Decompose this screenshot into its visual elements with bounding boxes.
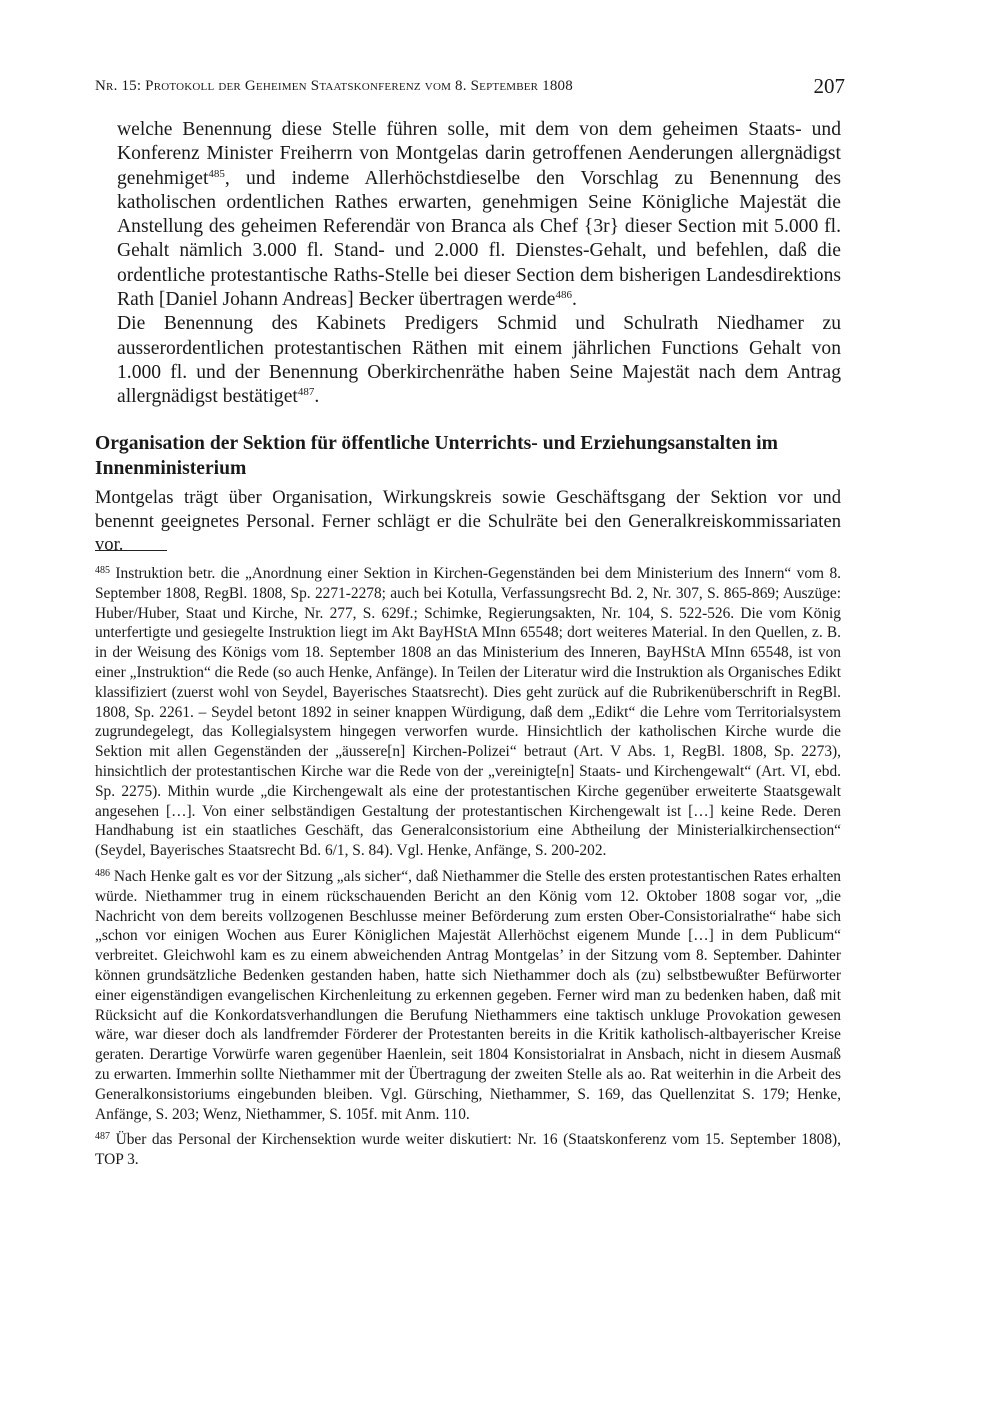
- footnote-485: [95, 564, 841, 861]
- main-text: [117, 118, 841, 410]
- running-title: Nr. 15: Protokoll der Geheimen Staatskonferenz vom 8. September 1808: [95, 78, 573, 94]
- running-header: [95, 74, 844, 104]
- footnote-number: 486: [95, 867, 110, 879]
- footnote-number: 487: [95, 1131, 110, 1143]
- footnote-ref-486[interactable]: 486: [555, 289, 573, 302]
- footnote-ref-487[interactable]: 487: [297, 386, 315, 399]
- footnote-text: Über das Personal der Kirchensektion wurde weiter diskutiert: Nr. 16 (Staatskonferenz vom 15. September 1808), TOP 3.: [95, 1131, 841, 1169]
- footnote-divider: [95, 550, 167, 551]
- footnote-text: Instruktion betr. die „Anordnung einer Sektion in Kirchen-Gegenständen bei dem Ministerium des Innern“ vom 8. September 1808, RegBl. 1808, Sp. 2271-2278; auch bei Kotulla, Verfassungsrecht Bd. 2, Nr. 307, S. 865-869; Auszüge: Huber/Huber, Staat und Kirche, Nr. 277, S. 629f.; Schimke, Regierungsakten, Nr. 104, S. 522-526. Die vom König unterfertigte und gesiegelte Instruktion liegt im Akt BayHStA MInn 65548; dort weiteres Material. In den Quellen, z. B. in der Weisung des Königs vom 18. September 1808 an das Ministerium des Inneren, BayHStA MInn 65548, ist von einer „Instruktion“ die Rede (so auch Henke, Anfänge). In Teilen der Literatur wird die Instruktion als Organisches Edikt klassifiziert (zuerst wohl von Seydel, Bayerisches Staatsrecht). Dies geht zurück auf die Rubrikenüberschrift in RegBl. 1808, Sp. 2261. – Seydel betont 1892 in seiner knappen Würdigung, daß dem „Edikt“ die Lehre vom Territorialsystem zugrundegelegt, das Kollegialsystem hingegen verworfen wurde. Hinsichtlich der katholischen Kirche wurde die Sektion mit allen Gegenständen der „äussere[n] Kirchen-Polizei“ betraut (Art. V Abs. 1, RegBl. 1808, Sp. 2273), hinsichtlich der protestantischen Kirche war die Rede von der „vereinigte[n] Staats- und Kirchengewalt“ (Art. VI, ebd. Sp. 2275). Mithin wurde „die Kirchengewalt als eine der protestantischen Kirche gegenüber erweiterte Staatsgewalt angesehen […]. Von einer selbständigen Gestaltung der protestantischen Kirchengewalt ist […] keine Rede. Deren Handhabung ist ein staatliches Geschäft, das Generalconsistorium eine Abtheilung der Ministerialkirchensection“ (Seydel, Bayerisches Staatsrecht Bd. 6/1, S. 84). Vgl. Henke, Anfänge, S. 200-202.: [95, 565, 841, 860]
- main-paragraph-2: [117, 312, 841, 409]
- paragraph-text: .: [572, 289, 577, 311]
- paragraph-text: Die Benennung des Kabinets Predigers Schmid und Schulrath Niedhamer zu ausserordentlichen protestantischen Räthen mit einem jährlichen Functions Gehalt von 1.000 fl. und der Benennung Oberkirchenräthe haben Seine Majestät nach dem Antrag allergnädigst bestätiget: [117, 313, 841, 408]
- paragraph-text: welche Benennung diese Stelle führen solle, mit dem von dem geheimen Staats- und Konferenz Minister Freiherrn von Montgelas darin getroffenen Aenderungen allergnädigst genehmiget: [117, 119, 841, 189]
- page-number: 207: [813, 74, 845, 98]
- section-summary: Montgelas trägt über Organisation, Wirkungskreis sowie Geschäftsgang der Sektion vor und benennt geeignetes Personal. Ferner schlägt er die Schulräte bei den Generalkreiskommissariaten vor.: [95, 487, 841, 555]
- footnote-number: 485: [95, 565, 110, 576]
- footnote-487: [95, 1130, 841, 1170]
- paragraph-text: .: [314, 386, 320, 408]
- footnote-ref-485[interactable]: 485: [208, 167, 225, 180]
- footnote-text: Nach Henke galt es vor der Sitzung „als sicher“, daß Niethammer die Stelle des ersten protestantischen Rates erhalten würde. Niethammer trug in einem rückschauenden Bericht an den König vom 12. Oktober 1808 sogar vor, „die Nachricht von dem bereits vollzogenen Beschlusse meiner Beförderung zum ersten Ober-Consistorialrathe“ habe sich „schon vor einigen Wochen aus Eurer Königlichen Majestät Allerhöchst eigenem Munde […] in dem Publicum“ verbreitet. Gleichwohl kam es zu einem abweichenden Antrag Montgelas’ in der Sitzung vom 8. September. Dahinter können grundsätzliche Bedenken gestanden haben, hatte sich Niethammer doch als (zu) selbstbewußter Befürworter einer eigenständigen evangelischen Kirchenleitung zu erkennen gegeben. Ferner wird man zu bedenken haben, daß mit Rücksicht auf die Konkordatsverhandlungen die Berufung Niethammers eine taktisch unkluge Provokation gewesen wäre, war dieser doch als landfremder Förderer der Protestanten bereits in die Kritik katholisch-altbayerischer Kreise geraten. Derartige Vorwürfe waren gegenüber Haenlein, seit 1804 Konsistorialrat in Ansbach, nicht in diesem Ausmaß zu erwarten. Immerhin sollte Niethammer mit der Übertragung der zweiten Stelle als ao. Rat weiterhin in die Arbeit des Generalkonsistoriums eingebunden bleiben. Vgl. Gürsching, Niethammer, S. 169, das Quellenzitat S. 179; Henke, Anfänge, S. 203; Wenz, Niethammer, S. 105f. mit Anm. 110.: [95, 867, 841, 1123]
- paragraph-text: , und indeme Allerhöchstdieselbe den Vorschlag zu Benennung des katholischen ordentlichen Rathes erwarten, genehmigen Seine Königliche Majestät die Anstellung des geheimen Referendär von Branca als Chef {3r} dieser Section mit 5.000 fl. Gehalt nämlich 3.000 fl. Stand- und 2.000 fl. Dienstes-Gehalt, und befehlen, daß die ordentliche protestantische Raths-Stelle bei dieser Section dem bisherigen Landesdirektions Rath [Daniel Johann Andreas] Becker übertragen werde: [117, 167, 841, 311]
- footnote-486: [95, 867, 841, 1124]
- footnotes: [95, 564, 841, 1176]
- main-paragraph-1: [117, 118, 841, 312]
- section-heading: Organisation der Sektion für öffentliche Unterrichts- und Erziehungsanstalten im Innenministerium: [95, 433, 778, 479]
